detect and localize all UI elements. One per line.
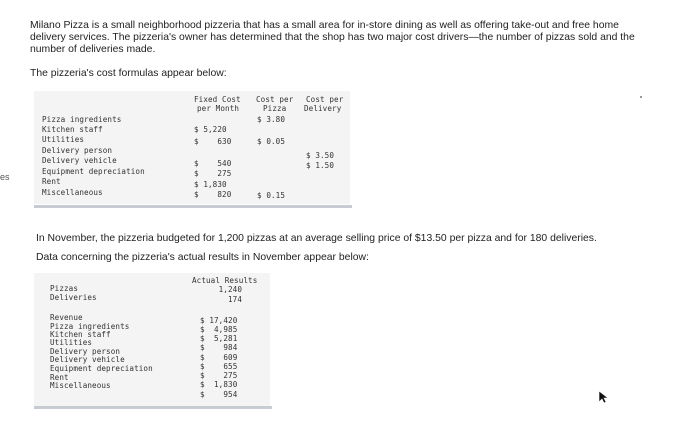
actual-heading: Data concerning the pizzeria's actual results in November appear below: (36, 252, 369, 263)
actual-label-pizza-ingredients: Pizza ingredients (50, 322, 130, 331)
actual-label-rent: Rent (50, 373, 69, 382)
header-cost-per-delivery: Cost per (306, 95, 344, 104)
delivery-delivery-person: $ 3.50 (306, 151, 335, 160)
fixed-utilities: $ 630 (194, 137, 232, 146)
mouse-cursor-icon (598, 390, 610, 404)
pizza-utilities: $ 0.05 (257, 137, 286, 146)
actual-label-revenue: Revenue (50, 313, 83, 322)
header-fixed-cost: Fixed Cost (194, 95, 241, 104)
delivery-delivery-vehicle: $ 1.50 (306, 161, 335, 170)
side-tab-label: es (0, 172, 10, 182)
intro-line-2: delivery services. The pizzeria's owner has determined that the shop has two major cost drivers—the number of pizzas sold and the (30, 32, 635, 43)
actual-value-delivery-vehicle: $ 655 (200, 362, 238, 371)
actual-label-utilities: Utilities (50, 338, 93, 347)
actual-value-delivery-person: $ 609 (200, 353, 238, 362)
row-label-delivery-vehicle: Delivery vehicle (42, 156, 117, 165)
fixed-equipment-depreciation: $ 275 (194, 169, 232, 178)
fixed-miscellaneous: $ 820 (194, 190, 232, 199)
pizza-pizza-ingredients: $ 3.80 (257, 115, 286, 124)
volume-value-pizzas: 1,240 (218, 285, 242, 294)
fixed-kitchen-staff: $ 5,220 (194, 125, 227, 134)
row-label-utilities: Utilities (42, 135, 85, 144)
volume-value-deliveries: 174 (227, 295, 242, 304)
volume-label-deliveries: Deliveries (50, 293, 97, 302)
header-actual-results: Actual Results (192, 276, 258, 285)
actual-label-delivery-person: Delivery person (50, 347, 121, 356)
header-cost-per-pizza: Cost per (256, 95, 294, 104)
formulas-heading: The pizzeria's cost formulas appear below: (30, 68, 227, 79)
table-divider (34, 205, 352, 208)
fixed-delivery-vehicle: $ 540 (194, 159, 232, 168)
header-per-month: per Month (197, 104, 240, 113)
stray-dot (640, 96, 642, 98)
volume-label-pizzas: Pizzas (50, 284, 79, 293)
actual-value-rent: $ 1,830 (200, 380, 238, 389)
row-label-kitchen-staff: Kitchen staff (42, 125, 103, 134)
pizza-miscellaneous: $ 0.15 (257, 191, 286, 200)
row-label-delivery-person: Delivery person (42, 146, 113, 155)
actual-value-revenue: $ 17,420 (200, 316, 238, 325)
budget-text: In November, the pizzeria budgeted for 1,200 pizzas at an average selling price of $13.50 per pizza and for 180 deliveries. (36, 233, 597, 244)
intro-line-1: Milano Pizza is a small neighborhood pizzeria that has a small area for in-store dining as well as offering take-out and free home (30, 20, 619, 31)
fixed-rent: $ 1,830 (194, 180, 227, 189)
actual-label-miscellaneous: Miscellaneous (50, 381, 111, 390)
actual-table-divider (34, 406, 272, 409)
header-delivery: Delivery (304, 104, 342, 113)
actual-value-miscellaneous: $ 954 (200, 390, 238, 399)
actual-value-utilities: $ 984 (200, 343, 238, 352)
row-label-pizza-ingredients: Pizza ingredients (42, 115, 122, 124)
actual-value-kitchen-staff: $ 5,281 (200, 334, 238, 343)
actual-value-equipment-depreciation: $ 275 (200, 371, 238, 380)
actual-label-delivery-vehicle: Delivery vehicle (50, 355, 125, 364)
header-pizza: Pizza (263, 104, 287, 113)
actual-value-pizza-ingredients: $ 4,985 (200, 325, 238, 334)
actual-label-kitchen-staff: Kitchen staff (50, 330, 111, 339)
intro-line-3: number of deliveries made. (30, 44, 156, 55)
cost-formula-table (34, 91, 350, 204)
row-label-equipment-depreciation: Equipment depreciation (42, 167, 145, 176)
actual-results-table (34, 273, 270, 406)
actual-label-equipment-depreciation: Equipment depreciation (50, 364, 153, 373)
row-label-miscellaneous: Miscellaneous (42, 188, 103, 197)
row-label-rent: Rent (42, 177, 61, 186)
